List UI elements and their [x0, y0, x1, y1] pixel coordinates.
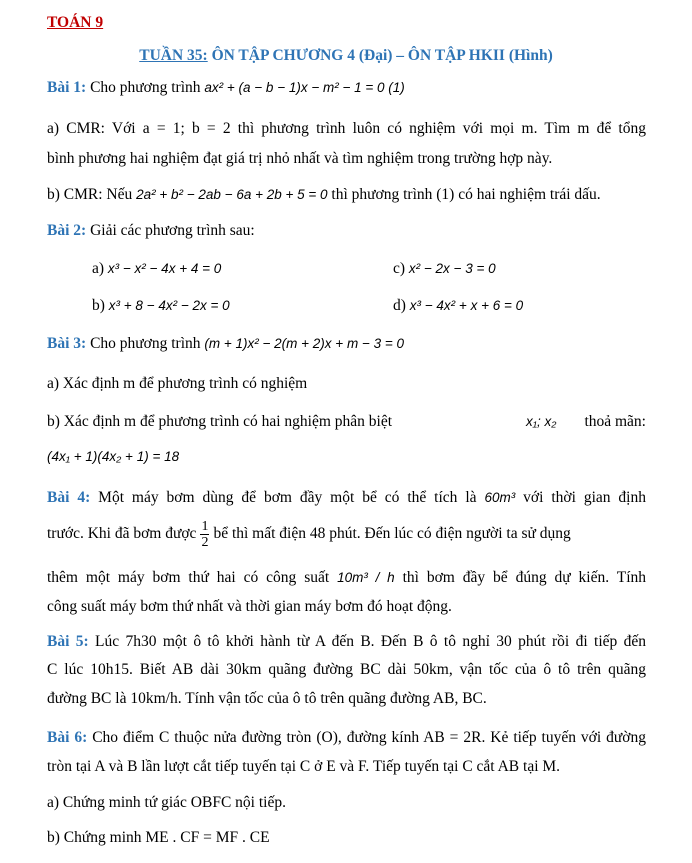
bai3-equation: (m + 1)x² − 2(m + 2)x + m − 3 = 0	[204, 336, 404, 351]
fraction-denominator: 2	[201, 534, 209, 550]
bai2-b-label: b)	[92, 297, 109, 314]
week-title: ÔN TẬP CHƯƠNG 4 (Đại) – ÔN TẬP HKII (Hình)	[207, 47, 553, 64]
bai4-l1-pre: Một máy bơm dùng để bơm đầy một bể có thể tích là	[90, 489, 485, 506]
bai4-line2	[47, 518, 646, 550]
bai3-label: Bài 3:	[47, 335, 87, 352]
bai4-label: Bài 4:	[47, 489, 91, 506]
bai6-line1	[47, 727, 646, 749]
bai4-power: 10m³ / h	[337, 570, 395, 585]
bai1-intro-text: Cho phương trình	[86, 79, 205, 96]
subject-title: TOÁN 9	[47, 14, 104, 31]
bai4-volume: 60m³	[484, 490, 516, 505]
bai5-line3: đường BC là 10km/h. Tính vận tốc của ô tô trên quãng đường AB, BC.	[47, 690, 487, 707]
bai3-intro	[47, 333, 646, 355]
bai2-d-label: d)	[393, 297, 410, 314]
half-fraction	[200, 519, 209, 550]
bai1-part-a-line1: a) CMR: Với a = 1; b = 2 thì phương trình luôn có nghiệm với mọi m. Tìm m để tổng	[47, 120, 646, 137]
bai2-intro-text: Giải các phương trình sau:	[86, 222, 255, 239]
bai1-part-b	[47, 184, 646, 206]
week-label: TUẦN 35:	[139, 47, 208, 64]
fraction-numerator: 1	[201, 518, 209, 534]
bai1-b-equation: 2a² + b² − 2ab − 6a + 2b + 5 = 0	[136, 187, 328, 202]
bai5-line2: C lúc 10h15. Biết AB dài 30km quãng đường BC dài 50km, vận tốc của ô tô trên quãng	[47, 661, 646, 678]
subject-heading	[47, 12, 646, 34]
bai6-part-a: a) Chứng minh tứ giác OBFC nội tiếp.	[47, 794, 286, 811]
bai1-b-post: thì phương trình (1) có hai nghiệm trái dấu.	[327, 186, 601, 203]
bai3-b1-end: thoả mãn:	[584, 413, 646, 430]
bai2-a-equation: x³ − x² − 4x + 4 = 0	[107, 261, 222, 276]
bai2-item-c	[393, 258, 646, 280]
bai1-intro	[47, 77, 646, 99]
bai2-b-equation: x³ + 8 − 4x² − 2x = 0	[108, 298, 230, 313]
bai3-part-b-line2	[47, 446, 646, 468]
bai4-line4: công suất máy bơm thứ nhất và thời gian máy bơm đó hoạt động.	[47, 598, 452, 615]
bai2-label: Bài 2:	[47, 222, 87, 239]
bai3-part-a: a) Xác định m để phương trình có nghiệm	[47, 375, 308, 392]
bai4-l2-post: bể thì mất điện 48 phút. Đến lúc có điện người ta sử dụng	[213, 525, 571, 542]
bai4-line3	[47, 567, 646, 589]
bai5-label: Bài 5:	[47, 633, 89, 650]
bai6-line2: tròn tại A và B lần lượt cắt tiếp tuyến tại C ở E và F. Tiếp tuyến tại C cắt AB tại M.	[47, 758, 561, 775]
bai2-intro	[47, 220, 646, 242]
bai1-equation: ax² + (a − b − 1)x − m² − 1 = 0 (1)	[204, 80, 405, 95]
bai2-c-label: c)	[393, 260, 409, 277]
bai2-c-equation: x² − 2x − 3 = 0	[408, 261, 496, 276]
bai3-b1-vars: x₁; x₂	[526, 414, 557, 429]
bai3-intro-text: Cho phương trình	[86, 335, 205, 352]
bai4-l3-pre: thêm một máy bơm thứ hai có công suất	[47, 569, 338, 586]
bai3-part-b-line1	[47, 411, 646, 433]
bai2-d-equation: x³ − 4x² + x + 6 = 0	[409, 298, 524, 313]
bai3-b2-equation: (4x₁ + 1)(4x₂ + 1) = 18	[47, 449, 180, 464]
bai3-b1-text: b) Xác định m để phương trình có hai nghiệm phân biệt	[47, 413, 393, 430]
bai4-l2-pre: trước. Khi đã bơm được	[47, 525, 197, 542]
bai6-label: Bài 6:	[47, 729, 88, 746]
bai4-l3-post: thì bơm đầy bể đúng dự kiến. Tính	[394, 569, 646, 586]
bai5-line1	[47, 631, 646, 653]
bai2-item-d	[393, 295, 646, 317]
bai1-b-pre: b) CMR: Nếu	[47, 186, 137, 203]
bai2-a-label: a)	[92, 260, 108, 277]
week-heading	[0, 45, 692, 67]
bai6-part-b: b) Chứng minh ME . CF = MF . CE	[47, 829, 270, 846]
bai5-l1-text: Lúc 7h30 một ô tô khởi hành từ A đến B. Đến B ô tô nghỉ 30 phút rồi đi tiếp đến	[88, 633, 646, 650]
bai1-label: Bài 1:	[47, 79, 87, 96]
bai1-part-a-line2: bình phương hai nghiệm đạt giá trị nhỏ nhất và tìm nghiệm trong trường hợp này.	[47, 150, 553, 167]
bai4-l1-post: với thời gian định	[515, 489, 646, 506]
bai6-l1-text: Cho điểm C thuộc nửa đường tròn (O), đường kính AB = 2R. Kẻ tiếp tuyến với đường	[87, 729, 646, 746]
bai4-line1	[47, 487, 646, 509]
